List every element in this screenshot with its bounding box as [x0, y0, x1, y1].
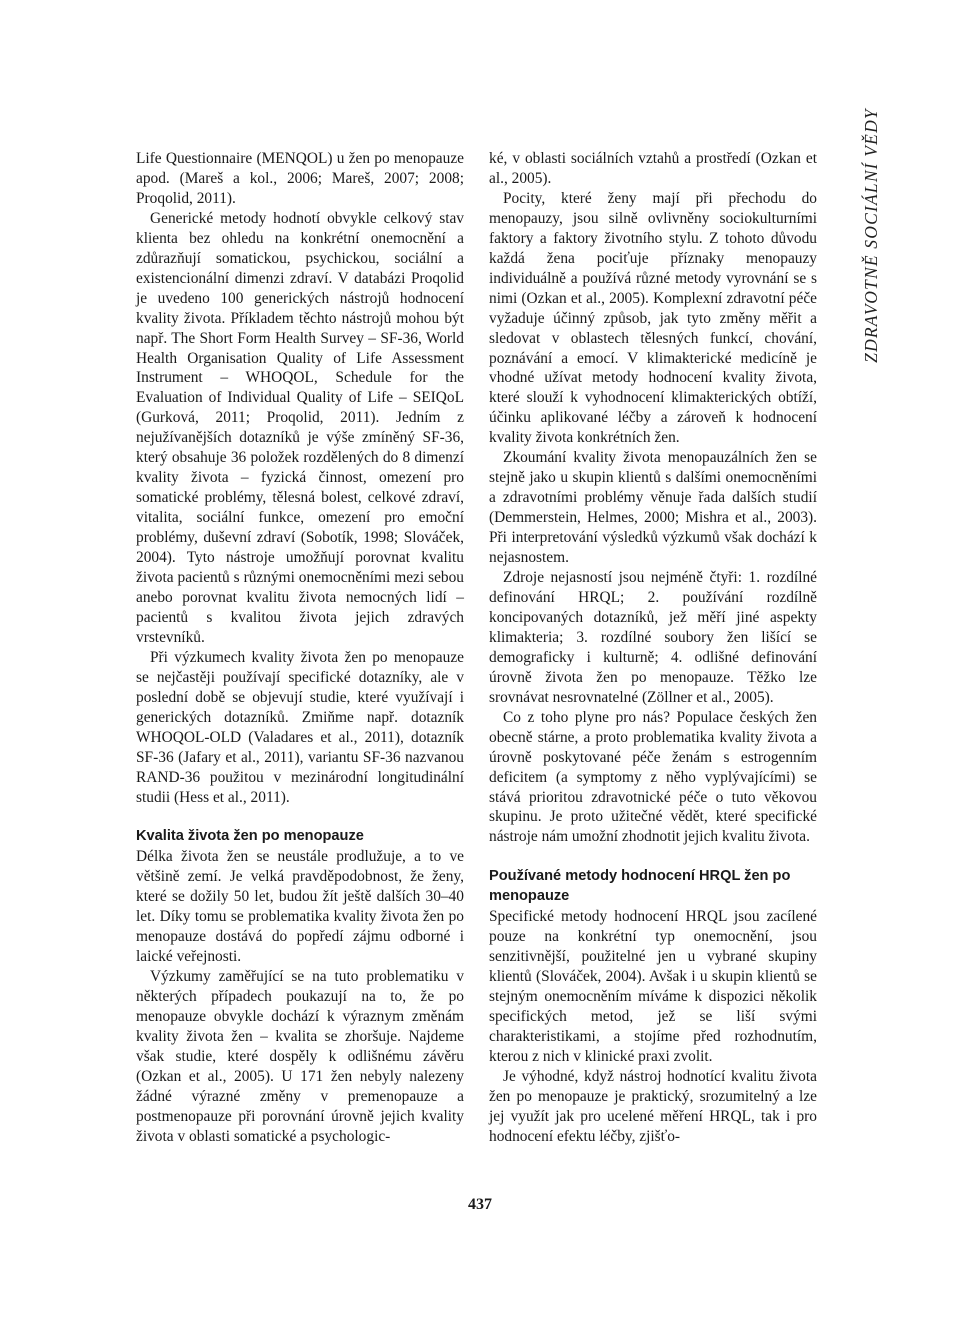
paragraph: Zdroje nejasností jsou nejméně čtyři: 1. rozdílné definování HRQL; 2. používání rozdílně koncipovaných dotazníků, jež měří jiné aspekty klimakteria; 3. rozdílné soubory žen lišící se demograficky i kulturně; 4. odlišné definování úrovně života žen po menopauze. Těžko lze srovnávat nesrovnatelné (Zöllner et al., 2005). — [489, 569, 817, 706]
page-number: 437 — [468, 1196, 492, 1213]
paragraph: Zkoumání kvality života menopauzálních žen se stejně jako u skupin klientů s dalšími onemocněními a zdravotními problémy věnuje řada dalších studií (Demmerstein, Helmes, 2000; Mishra et al., 2003). Při interpretování výsledků výzkumů však dochází k nejasnostem. — [489, 449, 817, 567]
journal-side-title-text: ZDRAVOTNĚ SOCIÁLNÍ VĚDY — [860, 107, 881, 363]
paragraph: ké, v oblasti sociálních vztahů a prostředí (Ozkan et al., 2005). — [489, 150, 817, 187]
paragraph: Co z toho plyne pro nás? Populace českých žen obecně stárne, a proto problematika kvality života a úrovně poskytované péče ženám s estrogenním deficitem (a symptomy z něho vyplývajícími) se stává prioritou zdravotnické péče o tuto věkovou skupinu. Je proto užitečné vědět, které specifické nástroje nám umožní zhodnotit jejich kvalitu života. — [489, 708, 817, 846]
paragraph: Délka života žen se neustále prodlužuje, a to ve většině zemí. Je velká pravděpodobnost, že ženy, které se dožily 50 let, budou žít ještě dalších 30–40 let. Díky tomu se problematika kvality života žen po menopauze dostává do popředí zájmu odborné i laické veřejnosti. — [136, 848, 464, 966]
paragraph: Specifické metody hodnocení HRQL jsou zacílené pouze na konkrétní typ onemocnění, jsou senzitivnější, použitelné jen u vybrané skupiny klientů (Slováček, 2004). Avšak i u skupin klientů se stejným onemocněním míváme k dispozici několik specifických metod, jež se liší svými charakteristikami, a stojíme před rozhodnutím, kterou z nich v klinické praxi zvolit. — [489, 908, 817, 1065]
paragraph: Generické metody hodnotí obvykle celkový stav klienta bez ohledu na konkrétní onemocnění a zdůrazňují somatickou, psychickou, sociální a existencionální dimenzi zdraví. V databázi Proqolid je uvedeno 100 generických nástrojů hodnocení kvality života. Příkladem těchto nástrojů mohou být např. The Short Form Health Survey – SF-36, World Health Organisation Quality of Life Assessment Instrument – WHOQOL, Schedule for the Evaluation of Individual Quality of Life – SEIQoL (Gurková, 2011; Proqolid, 2011). Jedním z nejužívanějších dotazníků je výše zmíněný SF-36, který obsahuje 36 položek rozdělených do 8 dimenzí kvality života – fyzická činnost, omezení pro somatické problémy, tělesná bolest, celkové zdraví, vitalita, sociální funkce, omezení pro emoční problémy, duševní zdraví (Sobotík, 1998; Slováček, 2004). Tyto nástroje umožňují porovnat kvalitu života pacientů s různými onemocněními mezi sebou anebo porovnat kvalitu života nemocných lidí – pacientů s kvalitou života jejich zdravých vrstevníků. — [136, 209, 464, 646]
section-heading: Používané metody hodnocení HRQL žen po menopauze — [489, 868, 791, 905]
paragraph: Výzkumy zaměřující se na tuto problematiku v některých případech poukazují na to, že po menopauze obvykle dochází k výraznym změnám kvality života žen – kvalita se zhoršuje. Najdeme však studie, které dospěly k odlišnému závěru (Ozkan et al., 2005). U 171 žen nebyly nalezeny žádné výrazné změny v premenopauze a postmenopauze při porovnání úrovně jejich kvality života v oblasti somatické a psychologic- — [136, 968, 464, 1145]
paragraph: Pocity, které ženy mají při přechodu do menopauzy, jsou silně ovlivněny sociokulturními faktory a faktory životního stylu. Z tohoto důvodu každá žena pociťuje příznaky menopauzy individuálně a používá různé metody vyrovnání se s nimi (Ozkan et al., 2005). Komplexní zdravotní péče vyžaduje účinný způsob, jak tyto změny měřit a sledovat v oblastech tělesných funkcí, chování, poznávání a emocí. V klimakterické medicíně je vhodné užívat metody hodnocení kvality života, které slouží k vyhodnocení klimakterických obtíží, účinku aplikované léčby a zároveň k hodnocení kvality života konkrétních žen. — [489, 189, 817, 447]
right-column — [489, 149, 817, 1147]
journal-side-title — [854, 95, 888, 375]
paragraph: Je výhodné, když nástroj hodnotící kvalitu života žen po menopauze je praktický, srozumitelný a lze jej využít jak pro ucelené měření HRQL, tak i pro hodnocení efektu léčby, zjišťo- — [489, 1067, 817, 1145]
left-column — [136, 149, 464, 1147]
paragraph: Při výzkumech kvality života žen po menopauze se nejčastěji používají specifické dotazníky, ale v poslední době se objevují studie, které využívají i generických dotazníků. Zmiňme např. dotazník WHOQOL-OLD (Valadares et al., 2011), dotazník SF-36 (Jafary et al., 2011), variantu SF-36 nazvanou RAND-36 použitou v mezinárodní longitudinální studii (Hess et al., 2011). — [136, 648, 464, 806]
paragraph: Life Questionnaire (MENQOL) u žen po menopauze apod. (Mareš a kol., 2006; Mareš, 2007; 2008; Proqolid, 2011). — [136, 150, 464, 207]
section-heading: Kvalita života žen po menopauze — [136, 828, 364, 845]
